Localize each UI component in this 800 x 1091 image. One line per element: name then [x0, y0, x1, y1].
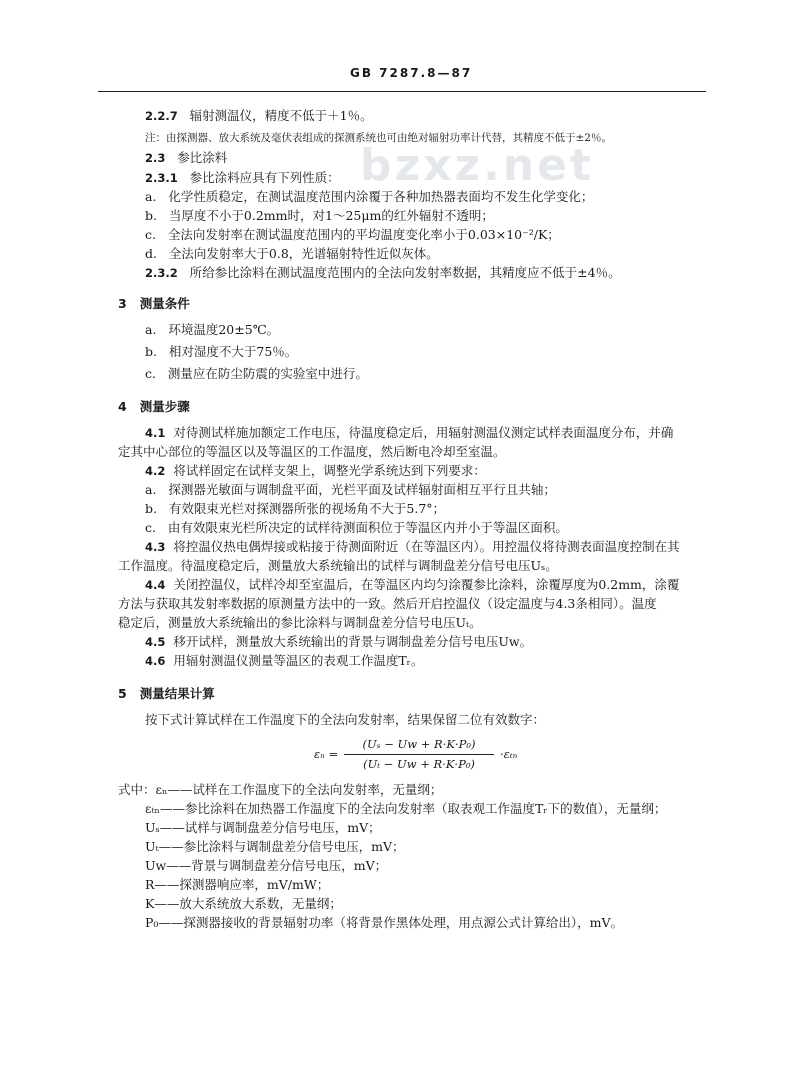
where-epsilon-n: 式中：εₙ——试样在工作温度下的全法向发射率，无量纲； — [118, 782, 443, 797]
clause-4-3-line-1: 4.3 将控温仪热电偶焊接或粘接于待测面附近（在等温区内）。用控温仪将待测表面温度控制在其 — [145, 539, 680, 554]
clause-3-a: a. 环境温度20±5℃。 — [145, 322, 280, 337]
clause-2-3-1: 2.3.1 参比涂料应具有下列性质： — [145, 170, 340, 185]
formula-rhs: ·εₜₙ — [500, 747, 518, 761]
section-3-heading: 3 测量条件 — [118, 296, 190, 311]
clause-2-3-1-a: a. 化学性质稳定，在测试温度范围内涂覆于各种加热器表面均不发生化学变化； — [145, 189, 594, 204]
note: 注：由探测器、放大系统及毫伏表组成的探测系统也可由绝对辐射功率计代替，其精度不低于±2％。 — [145, 132, 612, 144]
clause-2-2-7: 2.2.7 辐射测温仪，精度不低于＋1％。 — [145, 108, 373, 123]
clause-3-b: b. 相对湿度不大于75％。 — [145, 344, 298, 359]
clause-4-4-line-1: 4.4 关闭控温仪，试样冷却至室温后，在等温区内均匀涂覆参比涂料，涂覆厚度为0.2mm，涂覆 — [145, 577, 680, 592]
where-r: R——探测器响应率，mV/mW； — [145, 877, 330, 892]
formula-denominator: (Uₜ − Uw + R·K·P₀) — [363, 757, 475, 771]
section-5-intro: 按下式计算试样在工作温度下的全法向发射率，结果保留二位有效数字： — [145, 712, 546, 727]
clause-4-2-a: a. 探测器光敏面与调制盘平面，光栏平面及试样辐射面相互平行且共轴； — [145, 482, 556, 497]
section-5-heading: 5 测量结果计算 — [118, 686, 215, 701]
where-ut: Uₜ——参比涂料与调制盘差分信号电压，mV； — [145, 839, 405, 854]
where-k: K——放大系统放大系数，无量纲； — [145, 896, 342, 911]
where-us: Uₛ——试样与调制盘差分信号电压，mV； — [145, 820, 381, 835]
clause-4-1-line-2: 定其中心部位的等温区以及等温区的工作温度，然后断电冷却至室温。 — [118, 444, 506, 459]
clause-4-1-line-1: 4.1 对待测试样施加额定工作电压，待温度稳定后，用辐射测温仪测定试样表面温度分布，并确 — [145, 425, 674, 440]
clause-4-3-line-2: 工作温度。待温度稳定后，测量放大系统输出的试样与调制盘差分信号电压Uₛ。 — [118, 558, 558, 573]
where-epsilon-tn: εₜₙ——参比涂料在加热器工作温度下的全法向发射率（取表观工作温度Tᵣ下的数值），无量纲； — [145, 801, 667, 816]
clause-4-5: 4.5 移开试样，测量放大系统输出的背景与调制盘差分信号电压Uw。 — [145, 634, 533, 649]
clause-2-3-1-c: c. 全法向发射率在测试温度范围内的平均温度变化率小于0.03×10⁻²/K； — [145, 227, 560, 242]
clause-4-4-line-3: 稳定后，测量放大系统输出的参比涂料与调制盘差分信号电压Uₜ。 — [118, 615, 482, 630]
clause-3-c: c. 测量应在防尘防震的实验室中进行。 — [145, 366, 368, 381]
clause-4-2-b: b. 有效限束光栏对探测器所张的视场角不大于5.7°； — [145, 501, 446, 516]
formula-numerator: (Uₛ − Uw + R·K·P₀) — [362, 737, 476, 751]
fraction-bar — [344, 754, 494, 755]
clause-2-3: 2.3 参比涂料 — [145, 150, 228, 165]
site-watermark: bzxz.net — [360, 140, 595, 191]
emissivity-formula — [314, 737, 644, 777]
clause-4-6: 4.6 用辐射测温仪测量等温区的表观工作温度Tᵣ。 — [145, 653, 424, 668]
clause-2-3-2: 2.3.2 所给参比涂料在测试温度范围内的全法向发射率数据，其精度应不低于±4％。 — [145, 265, 621, 280]
standard-code-header: GB 7287.8—87 — [350, 66, 473, 80]
header-rule — [98, 91, 706, 92]
clause-2-3-1-b: b. 当厚度不小于0.2mm时，对1～25μm的红外辐射不透明； — [145, 208, 494, 223]
where-uw: Uw——背景与调制盘差分信号电压，mV； — [145, 858, 388, 873]
clause-2-3-1-d: d. 全法向发射率大于0.8，光谱辐射特性近似灰体。 — [145, 246, 439, 261]
clause-4-2-c: c. 由有效限束光栏所决定的试样待测面积位于等温区内并小于等温区面积。 — [145, 520, 568, 535]
formula-lhs: εₙ = — [314, 747, 339, 761]
where-p0: P₀——探测器接收的背景辐射功率（将背景作黑体处理，用点源公式计算给出），mV。 — [145, 915, 624, 930]
clause-4-4-line-2: 方法与获取其发射率数据的原测量方法中的一致。然后开启控温仪（设定温度与4.3条相同）。温度 — [118, 596, 657, 611]
clause-4-2: 4.2 将试样固定在试样支架上，调整光学系统达到下列要求： — [145, 463, 486, 478]
section-4-heading: 4 测量步骤 — [118, 399, 190, 414]
